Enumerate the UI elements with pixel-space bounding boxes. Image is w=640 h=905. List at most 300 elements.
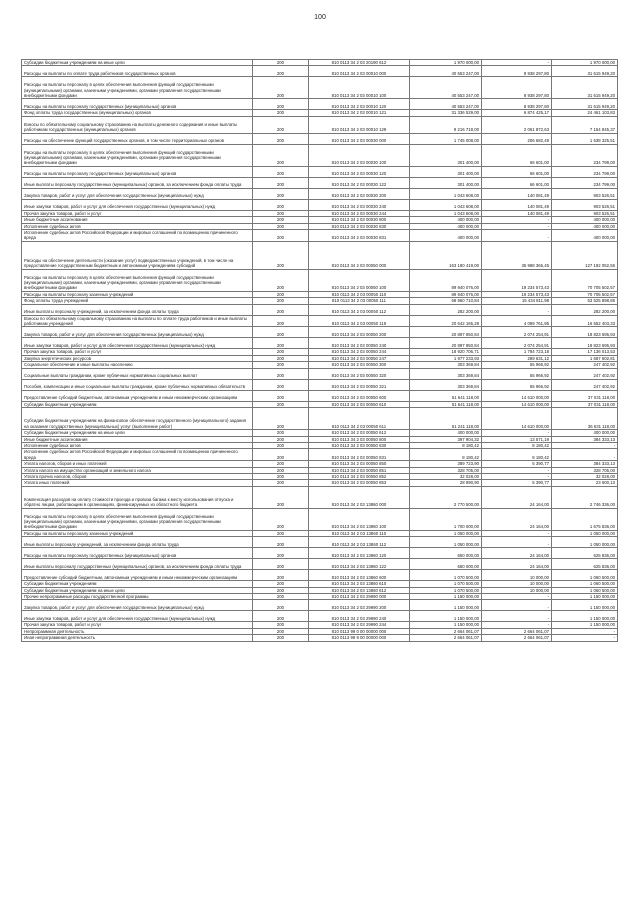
- row-name-cell: Пособия, компенсации и иные социальные выплаты гражданам, кроме публичных нормативных обязательств: [22, 379, 253, 390]
- row-code-cell: 200: [253, 298, 309, 304]
- row-approved-cell: 2 664 061,07: [410, 635, 482, 641]
- row-name-cell: Расходы на выплаты персоналу казенных учреждений: [22, 530, 253, 536]
- row-kbk-cell: 810 0113 34 2 03 29990 000: [309, 593, 410, 599]
- row-kbk-cell: 810 0113 34 2 03 00010 000: [309, 66, 410, 77]
- row-code-cell: 200: [253, 548, 309, 559]
- row-executed-cell: 24 164,00: [482, 548, 552, 559]
- row-remaining-cell: -: [552, 449, 618, 461]
- row-remaining-cell: 247 402,92: [552, 368, 618, 379]
- row-remaining-cell: 400 000,00: [552, 230, 618, 242]
- row-code-cell: 200: [253, 390, 309, 401]
- row-name-cell: Прочая закупка товаров, работ и услуг: [22, 349, 253, 355]
- row-name-cell: Субсидии бюджетным учреждениям на финансовое обеспечение государственного (муниципального) задания на оказание государственных (муниципальных) услуг (выполнение работ): [22, 408, 253, 430]
- table-row: [22, 486, 618, 508]
- row-approved-cell: 303 369,84: [410, 362, 482, 368]
- table-row: [22, 66, 618, 77]
- row-name-cell: Закупка энергетических ресурсов: [22, 355, 253, 361]
- row-name-cell: Социальные выплаты гражданам, кроме публичных нормативных социальных выплат: [22, 368, 253, 379]
- row-name-cell: Иные выплаты персоналу учреждений, за исключением фонда оплаты труда: [22, 537, 253, 548]
- row-name-cell: Прочая закупка товаров, работ и услуг: [22, 622, 253, 628]
- row-code-cell: 200: [253, 362, 309, 368]
- row-remaining-cell: 625 836,00: [552, 548, 618, 559]
- row-kbk-cell: 810 0113 34 2 03 00050 119: [309, 315, 410, 327]
- row-kbk-cell: 810 0113 34 2 03 13860 600: [309, 570, 410, 581]
- table-row: [22, 269, 618, 291]
- row-name-cell: Иные выплаты персоналу государственных (муниципальных) органов, за исключением фонда оплаты труда: [22, 177, 253, 188]
- row-kbk-cell: 810 0113 34 2 03 00050 320: [309, 368, 410, 379]
- row-name-cell: Уплата налога на имущество организаций и земельного налога: [22, 467, 253, 473]
- row-approved-cell: 32 028,00: [410, 473, 482, 479]
- row-kbk-cell: 810 0113 34 2 03 00050 850: [309, 461, 410, 467]
- row-code-cell: 200: [253, 530, 309, 536]
- row-remaining-cell: 1 150 000,00: [552, 600, 618, 611]
- row-remaining-cell: 903 526,51: [552, 199, 618, 210]
- table-row: [22, 327, 618, 338]
- row-name-cell: Прочая закупка товаров, работ и услуг: [22, 210, 253, 216]
- row-kbk-cell: 810 0113 34 2 03 00050 600: [309, 390, 410, 401]
- row-name-cell: Расходы на выплаты персоналу в целях обеспечения выполнения функций государственными (муниципальными) органами, казенными учреждениями, органами управления государственными внебюджетными фондами: [22, 269, 253, 291]
- row-executed-cell: 66 601,00: [482, 177, 552, 188]
- row-approved-cell: 2 664 061,07: [410, 628, 482, 634]
- row-approved-cell: 2 770 500,00: [410, 486, 482, 508]
- row-approved-cell: 1 070 500,00: [410, 570, 482, 581]
- table-row: [22, 133, 618, 144]
- row-executed-cell: -: [482, 60, 552, 66]
- row-name-cell: Субсидии бюджетным учреждениям на иные цели: [22, 587, 253, 593]
- row-executed-cell: 14 610 000,00: [482, 401, 552, 407]
- row-approved-cell: 400 000,00: [410, 217, 482, 223]
- row-remaining-cell: 18 823 695,93: [552, 338, 618, 349]
- row-code-cell: 200: [253, 622, 309, 628]
- row-approved-cell: 51 641 118,00: [410, 390, 482, 401]
- row-executed-cell: 55 966,92: [482, 368, 552, 379]
- row-approved-cell: 400 000,00: [410, 223, 482, 229]
- table-row: [22, 508, 618, 530]
- row-remaining-cell: 247 402,92: [552, 362, 618, 368]
- row-remaining-cell: 7 154 845,37: [552, 116, 618, 133]
- row-executed-cell: 66 601,00: [482, 144, 552, 166]
- row-remaining-cell: 400 000,00: [552, 217, 618, 223]
- row-kbk-cell: 810 0113 34 2 03 00050 830: [309, 442, 410, 448]
- row-remaining-cell: 1 150 000,00: [552, 593, 618, 599]
- row-executed-cell: 140 081,49: [482, 199, 552, 210]
- row-approved-cell: 163 180 419,00: [410, 241, 482, 269]
- row-executed-cell: 66 601,00: [482, 166, 552, 177]
- row-name-cell: Прочие непрограммные расходы государственной программы: [22, 593, 253, 599]
- table-row: [22, 188, 618, 199]
- row-approved-cell: 1 150 000,00: [410, 600, 482, 611]
- row-code-cell: 200: [253, 338, 309, 349]
- row-approved-cell: 301 400,00: [410, 177, 482, 188]
- row-code-cell: 200: [253, 269, 309, 291]
- row-approved-cell: 1 043 608,00: [410, 188, 482, 199]
- table-row: [22, 449, 618, 461]
- row-executed-cell: 8 938 297,80: [482, 66, 552, 77]
- table-row: [22, 304, 618, 315]
- row-name-cell: Закупка товаров, работ и услуг для обеспечения государственных (муниципальных) нужд: [22, 327, 253, 338]
- table-row: [22, 230, 618, 242]
- row-code-cell: 200: [253, 116, 309, 133]
- row-approved-cell: 1 050 000,00: [410, 537, 482, 548]
- row-code-cell: 200: [253, 315, 309, 327]
- table-row: [22, 166, 618, 177]
- row-executed-cell: 15 434 811,98: [482, 298, 552, 304]
- row-approved-cell: 68 960 710,84: [410, 298, 482, 304]
- row-kbk-cell: 810 0113 34 2 03 13860 112: [309, 537, 410, 548]
- row-executed-cell: 2 664 061,07: [482, 635, 552, 641]
- row-kbk-cell: 810 0113 34 2 03 29990 244: [309, 622, 410, 628]
- row-name-cell: Расходы на обеспечение функций государственных органов, в том числе территориальных органов: [22, 133, 253, 144]
- row-remaining-cell: 18 823 695,93: [552, 327, 618, 338]
- row-remaining-cell: 1 150 000,00: [552, 622, 618, 628]
- table-row: [22, 116, 618, 133]
- row-name-cell: Иные бюджетные ассигнования: [22, 436, 253, 442]
- row-approved-cell: 40 553 247,00: [410, 99, 482, 110]
- row-kbk-cell: 810 0113 34 2 03 00010 129: [309, 116, 410, 133]
- row-code-cell: 200: [253, 635, 309, 641]
- row-approved-cell: 1 150 000,00: [410, 593, 482, 599]
- row-kbk-cell: 810 0113 34 2 03 00050 610: [309, 401, 410, 407]
- row-code-cell: 200: [253, 628, 309, 634]
- row-executed-cell: 8 938 297,80: [482, 77, 552, 99]
- row-remaining-cell: 903 526,51: [552, 210, 618, 216]
- row-kbk-cell: 810 0113 34 2 03 00030 120: [309, 166, 410, 177]
- row-remaining-cell: 70 705 502,57: [552, 269, 618, 291]
- row-name-cell: Компенсация расходов на оплату стоимости проезда и провоза багажа к месту использования отпуска и обратно лицам, работающим в организациях, финансируемых из областного бюджета: [22, 486, 253, 508]
- table-row: [22, 177, 618, 188]
- row-kbk-cell: 810 0113 34 2 03 00050 851: [309, 467, 410, 473]
- row-name-cell: Фонд оплаты труда государственных (муниципальных) органов: [22, 110, 253, 116]
- row-remaining-cell: 1 687 602,81: [552, 355, 618, 361]
- row-name-cell: Взносы по обязательному социальному страхованию на выплаты по оплате труда работников и иные выплаты работникам учреждений: [22, 315, 253, 327]
- row-remaining-cell: 234 799,00: [552, 166, 618, 177]
- table-row: [22, 537, 618, 548]
- row-code-cell: 200: [253, 66, 309, 77]
- row-name-cell: Расходы на выплаты персоналу казенных учреждений: [22, 291, 253, 297]
- row-code-cell: 200: [253, 210, 309, 216]
- row-kbk-cell: 810 0113 34 2 03 00030 100: [309, 144, 410, 166]
- row-kbk-cell: 810 0113 99 0 00 00000 000: [309, 628, 410, 634]
- row-kbk-cell: 810 0113 34 2 03 00030 800: [309, 217, 410, 223]
- row-approved-cell: 28 990,90: [410, 480, 482, 486]
- row-approved-cell: 400 000,00: [410, 230, 482, 242]
- row-approved-cell: 20 897 950,84: [410, 327, 482, 338]
- row-code-cell: 200: [253, 480, 309, 486]
- row-executed-cell: 19 234 573,43: [482, 291, 552, 297]
- row-code-cell: 200: [253, 355, 309, 361]
- table-row: [22, 559, 618, 570]
- row-code-cell: 200: [253, 133, 309, 144]
- row-code-cell: 200: [253, 110, 309, 116]
- row-name-cell: Предоставление субсидий бюджетным, автономным учреждениям и иным некоммерческим организациям: [22, 570, 253, 581]
- row-name-cell: Расходы на выплаты персоналу государственных (муниципальных) органов: [22, 99, 253, 110]
- row-code-cell: 200: [253, 304, 309, 315]
- row-name-cell: Закупка товаров, работ и услуг для обеспечения государственных (муниципальных) нужд: [22, 600, 253, 611]
- row-kbk-cell: 810 0113 34 2 03 29990 200: [309, 600, 410, 611]
- row-kbk-cell: 810 0113 34 2 03 13860 000: [309, 486, 410, 508]
- row-kbk-cell: 810 0113 34 2 03 00050 000: [309, 241, 410, 269]
- row-code-cell: 200: [253, 467, 309, 473]
- row-code-cell: 200: [253, 600, 309, 611]
- row-code-cell: 200: [253, 401, 309, 407]
- row-remaining-cell: 247 402,92: [552, 379, 618, 390]
- row-code-cell: 200: [253, 223, 309, 229]
- row-remaining-cell: 53 525 898,86: [552, 298, 618, 304]
- row-approved-cell: 1 745 008,00: [410, 133, 482, 144]
- table-row: [22, 99, 618, 110]
- row-code-cell: 200: [253, 379, 309, 390]
- row-executed-cell: 5 390,77: [482, 461, 552, 467]
- row-code-cell: 200: [253, 77, 309, 99]
- row-approved-cell: 18 920 706,71: [410, 349, 482, 355]
- row-name-cell: Иные бюджетные ассигнования: [22, 217, 253, 223]
- row-executed-cell: 289 631,12: [482, 355, 552, 361]
- table-row: [22, 315, 618, 327]
- row-code-cell: 200: [253, 593, 309, 599]
- row-executed-cell: -: [482, 537, 552, 548]
- row-code-cell: 200: [253, 349, 309, 355]
- table-row: [22, 390, 618, 401]
- table-row: [22, 368, 618, 379]
- row-remaining-cell: 1 060 500,00: [552, 581, 618, 587]
- row-code-cell: 200: [253, 442, 309, 448]
- table-row: [22, 548, 618, 559]
- row-kbk-cell: 810 0113 34 2 03 00050 110: [309, 291, 410, 297]
- row-executed-cell: -: [482, 217, 552, 223]
- row-name-cell: Расходы на выплаты персоналу в целях обеспечения выполнения функций государственными (муниципальными) органами, казенными учреждениями, органами управления государственными внебюджетными фондами: [22, 508, 253, 530]
- row-remaining-cell: 70 705 502,57: [552, 291, 618, 297]
- row-remaining-cell: -: [552, 628, 618, 634]
- row-name-cell: Исполнение судебных актов Российской Федерации и мировых соглашений по возмещению причиненного вреда: [22, 449, 253, 461]
- row-remaining-cell: -: [552, 442, 618, 448]
- row-executed-cell: -: [482, 430, 552, 436]
- row-code-cell: 200: [253, 611, 309, 622]
- row-kbk-cell: 810 0113 34 2 03 00050 244: [309, 349, 410, 355]
- row-code-cell: 200: [253, 508, 309, 530]
- row-kbk-cell: 810 0113 34 2 03 13860 122: [309, 559, 410, 570]
- row-remaining-cell: 1 060 500,00: [552, 570, 618, 581]
- row-executed-cell: -: [482, 593, 552, 599]
- row-approved-cell: 303 369,84: [410, 379, 482, 390]
- row-kbk-cell: 810 0113 34 2 03 00030 000: [309, 133, 410, 144]
- row-code-cell: 200: [253, 436, 309, 442]
- row-approved-cell: 51 241 118,00: [410, 408, 482, 430]
- row-approved-cell: 31 336 529,00: [410, 110, 482, 116]
- row-code-cell: 200: [253, 291, 309, 297]
- row-executed-cell: 1 784 723,18: [482, 349, 552, 355]
- row-name-cell: Расходы на выплаты персоналу в целях обеспечения выполнения функций государственными (муниципальными) органами, казенными учреждениями, органами управления государственными внебюджетными фондами: [22, 144, 253, 166]
- row-kbk-cell: 810 0113 34 2 03 13860 110: [309, 530, 410, 536]
- row-remaining-cell: 328 705,00: [552, 467, 618, 473]
- row-kbk-cell: 810 0113 34 2 03 00030 240: [309, 199, 410, 210]
- row-name-cell: Взносы по обязательному социальному страхованию на выплаты денежного содержания и иные выплаты работникам государственных (муниципальных) органов: [22, 116, 253, 133]
- row-kbk-cell: 810 0113 34 2 03 00050 800: [309, 436, 410, 442]
- table-row: [22, 611, 618, 622]
- row-code-cell: 200: [253, 230, 309, 242]
- row-code-cell: 200: [253, 570, 309, 581]
- row-kbk-cell: 810 0113 34 2 03 13860 610: [309, 581, 410, 587]
- row-name-cell: Закупка товаров, работ и услуг для обеспечения государственных (муниципальных) нужд: [22, 188, 253, 199]
- row-approved-cell: 301 400,00: [410, 166, 482, 177]
- row-kbk-cell: 810 0113 34 2 03 13860 120: [309, 548, 410, 559]
- row-kbk-cell: 810 0113 34 2 03 00010 121: [309, 110, 410, 116]
- row-remaining-cell: 1 050 000,00: [552, 537, 618, 548]
- row-remaining-cell: 37 031 118,00: [552, 401, 618, 407]
- row-name-cell: Исполнение судебных актов: [22, 442, 253, 448]
- row-executed-cell: 19 234 573,43: [482, 269, 552, 291]
- row-remaining-cell: 24 461 103,83: [552, 110, 618, 116]
- row-code-cell: 200: [253, 408, 309, 430]
- row-executed-cell: 10 000,00: [482, 587, 552, 593]
- row-executed-cell: 8 180,42: [482, 449, 552, 461]
- row-executed-cell: 2 074 254,91: [482, 338, 552, 349]
- row-executed-cell: 35 988 366,45: [482, 241, 552, 269]
- row-name-cell: Уплата прочих налогов, сборов: [22, 473, 253, 479]
- row-approved-cell: 328 705,00: [410, 467, 482, 473]
- row-kbk-cell: 810 0113 34 2 03 00030 831: [309, 230, 410, 242]
- row-name-cell: Иные закупки товаров, работ и услуг для обеспечения государственных (муниципальных) нужд: [22, 338, 253, 349]
- row-code-cell: 200: [253, 327, 309, 338]
- row-executed-cell: 8 180,42: [482, 442, 552, 448]
- row-name-cell: Уплата иных платежей: [22, 480, 253, 486]
- row-code-cell: 200: [253, 144, 309, 166]
- row-kbk-cell: 810 0113 34 2 03 00050 852: [309, 473, 410, 479]
- row-executed-cell: 8 938 297,80: [482, 99, 552, 110]
- row-kbk-cell: 810 0113 34 2 03 00010 100: [309, 77, 410, 99]
- row-name-cell: Иная непрограммная деятельность: [22, 635, 253, 641]
- row-name-cell: Иные закупки товаров, работ и услуг для обеспечения государственных (муниципальных) нужд: [22, 611, 253, 622]
- row-name-cell: Субсидии бюджетным учреждениям: [22, 401, 253, 407]
- row-executed-cell: -: [482, 304, 552, 315]
- row-remaining-cell: 1 538 325,51: [552, 133, 618, 144]
- row-kbk-cell: 810 0113 34 2 03 00050 200: [309, 327, 410, 338]
- row-executed-cell: 14 610 000,00: [482, 408, 552, 430]
- row-executed-cell: -: [482, 622, 552, 628]
- row-name-cell: Уплата налогов, сборов и иных платежей: [22, 461, 253, 467]
- row-executed-cell: -: [482, 600, 552, 611]
- row-remaining-cell: 234 799,00: [552, 177, 618, 188]
- row-executed-cell: 6 874 425,17: [482, 110, 552, 116]
- row-remaining-cell: 2 746 336,00: [552, 486, 618, 508]
- row-executed-cell: 140 081,49: [482, 188, 552, 199]
- row-approved-cell: 8 180,42: [410, 449, 482, 461]
- row-kbk-cell: 810 0113 34 2 03 29990 240: [309, 611, 410, 622]
- row-remaining-cell: 127 192 052,55: [552, 241, 618, 269]
- row-executed-cell: 10 000,00: [482, 570, 552, 581]
- row-kbk-cell: 810 0113 34 2 03 00010 120: [309, 99, 410, 110]
- row-executed-cell: -: [482, 611, 552, 622]
- row-executed-cell: 5 390,77: [482, 480, 552, 486]
- row-kbk-cell: 810 0113 34 2 03 00050 611: [309, 408, 410, 430]
- row-kbk-cell: 810 0113 34 2 03 00050 831: [309, 449, 410, 461]
- row-executed-cell: 55 966,92: [482, 362, 552, 368]
- row-code-cell: 200: [253, 199, 309, 210]
- row-remaining-cell: 903 526,51: [552, 188, 618, 199]
- row-executed-cell: 2 074 254,91: [482, 327, 552, 338]
- row-executed-cell: -: [482, 467, 552, 473]
- row-remaining-cell: 31 615 949,20: [552, 66, 618, 77]
- row-executed-cell: 206 682,49: [482, 133, 552, 144]
- row-remaining-cell: 400 000,00: [552, 430, 618, 436]
- row-code-cell: 200: [253, 217, 309, 223]
- row-code-cell: 200: [253, 581, 309, 587]
- table-row: [22, 338, 618, 349]
- row-code-cell: 200: [253, 188, 309, 199]
- row-code-cell: 200: [253, 559, 309, 570]
- row-approved-cell: 51 641 118,00: [410, 401, 482, 407]
- row-code-cell: 200: [253, 461, 309, 467]
- row-remaining-cell: -: [552, 635, 618, 641]
- row-code-cell: 200: [253, 449, 309, 461]
- row-executed-cell: 140 081,49: [482, 210, 552, 216]
- row-name-cell: Иные закупки товаров, работ и услуг для обеспечения государственных (муниципальных) нужд: [22, 199, 253, 210]
- row-code-cell: 200: [253, 99, 309, 110]
- row-approved-cell: 1 070 500,00: [410, 587, 482, 593]
- row-kbk-cell: 810 0113 34 2 03 00050 321: [309, 379, 410, 390]
- row-remaining-cell: 282 200,00: [552, 304, 618, 315]
- row-approved-cell: 1 150 000,00: [410, 622, 482, 628]
- row-name-cell: Исполнение судебных актов: [22, 223, 253, 229]
- row-code-cell: 200: [253, 241, 309, 269]
- row-executed-cell: 24 164,00: [482, 508, 552, 530]
- row-approved-cell: 1 070 500,00: [410, 581, 482, 587]
- row-kbk-cell: 810 0113 34 2 03 00030 830: [309, 223, 410, 229]
- row-approved-cell: 650 000,00: [410, 548, 482, 559]
- row-name-cell: Расходы на выплаты персоналу государственных (муниципальных) органов: [22, 548, 253, 559]
- row-executed-cell: -: [482, 530, 552, 536]
- row-remaining-cell: 1 970 000,00: [552, 60, 618, 66]
- row-kbk-cell: 810 0113 34 2 03 13860 100: [309, 508, 410, 530]
- row-remaining-cell: 37 031 118,00: [552, 390, 618, 401]
- row-remaining-cell: 31 615 949,20: [552, 77, 618, 99]
- row-name-cell: Иные выплаты персоналу государственных (муниципальных) органов, за исключением фонда оплаты труда: [22, 559, 253, 570]
- row-name-cell: Непрограммная деятельность: [22, 628, 253, 634]
- row-kbk-cell: 810 0113 34 2 03 00050 300: [309, 362, 410, 368]
- row-name-cell: Расходы на выплаты персоналу государственных (муниципальных) органов: [22, 166, 253, 177]
- row-name-cell: Субсидии бюджетным учреждениям на иные цели: [22, 430, 253, 436]
- table-row: [22, 144, 618, 166]
- row-name-cell: Социальное обеспечение и иные выплаты населению: [22, 362, 253, 368]
- row-approved-cell: 40 553 247,00: [410, 77, 482, 99]
- row-executed-cell: 55 966,92: [482, 379, 552, 390]
- row-kbk-cell: 810 0113 34 2 03 00050 247: [309, 355, 410, 361]
- row-executed-cell: 4 089 761,95: [482, 315, 552, 327]
- row-code-cell: 200: [253, 177, 309, 188]
- row-approved-cell: 89 940 076,00: [410, 269, 482, 291]
- row-name-cell: Фонд оплаты труда учреждений: [22, 298, 253, 304]
- row-approved-cell: 20 897 950,84: [410, 338, 482, 349]
- row-name-cell: Исполнение судебных актов Российской Федерации и мировых соглашений по возмещению причиненного вреда: [22, 230, 253, 242]
- page-number: 100: [314, 14, 326, 21]
- row-kbk-cell: 810 0113 34 2 03 00050 111: [309, 298, 410, 304]
- row-remaining-cell: 1 060 500,00: [552, 587, 618, 593]
- row-approved-cell: 282 200,00: [410, 304, 482, 315]
- table-row: [22, 199, 618, 210]
- row-code-cell: 200: [253, 473, 309, 479]
- table-row: [22, 600, 618, 611]
- row-name-cell: Предоставление субсидий бюджетным, автономным учреждениям и иным некоммерческим организациям: [22, 390, 253, 401]
- row-remaining-cell: 1 150 000,00: [552, 611, 618, 622]
- row-remaining-cell: 384 333,13: [552, 461, 618, 467]
- table-row: [22, 635, 618, 641]
- row-executed-cell: 14 610 000,00: [482, 390, 552, 401]
- row-kbk-cell: 810 0113 34 2 03 00050 612: [309, 430, 410, 436]
- row-kbk-cell: 810 0113 34 2 03 00050 100: [309, 269, 410, 291]
- budget-execution-table: [21, 59, 618, 642]
- row-approved-cell: 1 970 000,00: [410, 60, 482, 66]
- row-kbk-cell: 810 0113 34 2 03 00050 112: [309, 304, 410, 315]
- row-approved-cell: 9 216 718,00: [410, 116, 482, 133]
